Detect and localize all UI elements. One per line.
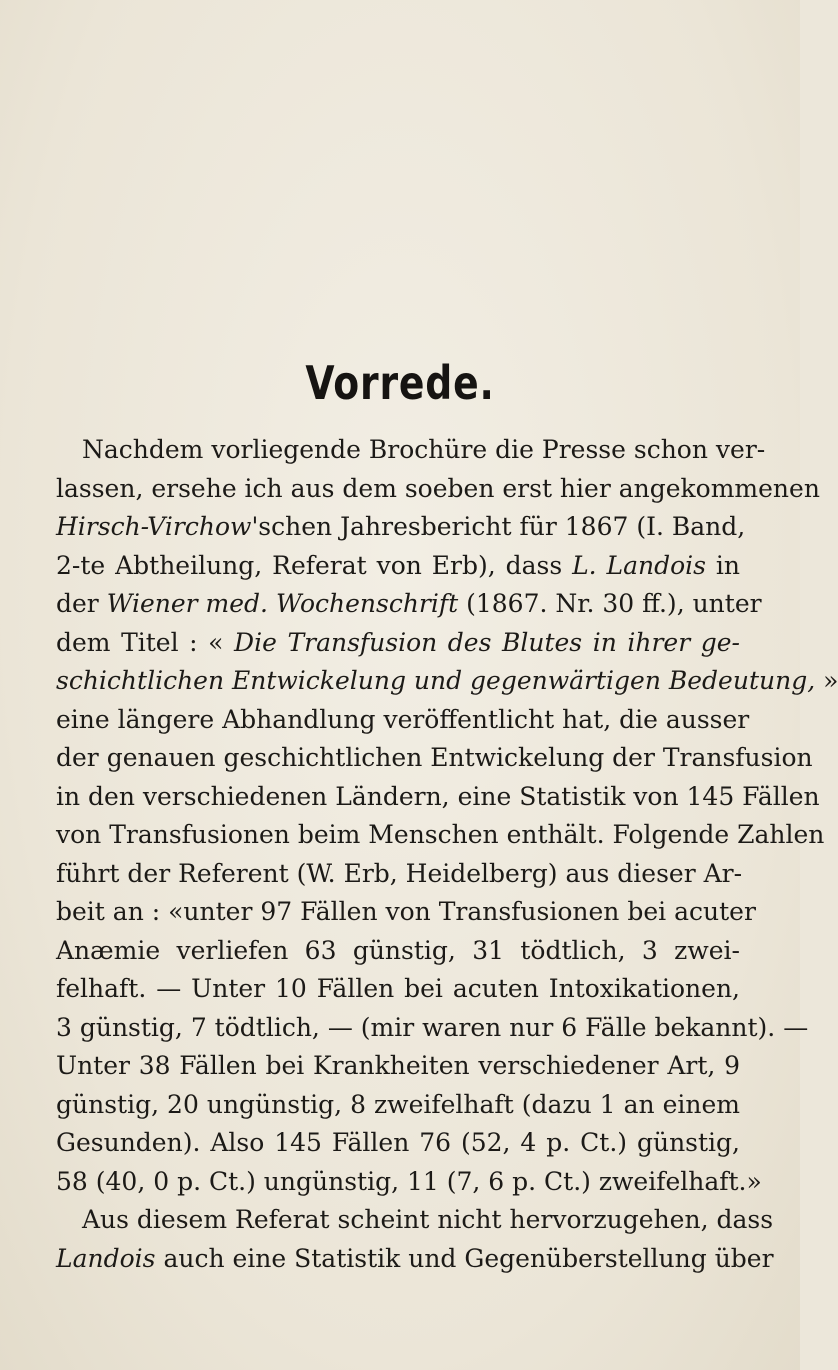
italic-name: L. Landois	[572, 550, 706, 580]
text-line: Hirsch-Virchow'schen Jahresbericht für 1867 (I. Band,	[56, 512, 746, 541]
text-line: dem Titel : « Die Transfusion des Blutes in ihrer ge-	[56, 627, 740, 657]
text-line: eine längere Abhandlung veröffentlicht hat, die ausser	[56, 704, 750, 734]
text-line: schichtlichen Entwickelung und gegenwärtigen Bedeutung, »	[56, 666, 838, 695]
text-line: 2-te Abtheilung, Referat von Erb), dass L. Landois in	[56, 550, 740, 580]
text-line: 58 (40, 0 p. Ct.) ungünstig, 11 (7, 6 p. Ct.) zweifelhaft.»	[56, 1166, 762, 1196]
text-line: Aus diesem Referat scheint nicht hervorzugehen, dass	[82, 1205, 774, 1234]
text-line: beit an : «unter 97 Fällen von Transfusionen bei acuter	[56, 897, 756, 926]
italic-title: Die Transfusion des Blutes in ihrer ge-	[234, 627, 740, 657]
text-line: in den verschiedenen Ländern, eine Statistik von 145 Fällen	[56, 781, 820, 811]
italic-title: schichtlichen Entwickelung und gegenwärtigen Bedeutung,	[56, 666, 816, 695]
italic-name: Hirsch-Virchow	[56, 512, 252, 541]
italic-name: Landois	[56, 1243, 156, 1273]
preface-text	[56, 431, 838, 1278]
text-line: Gesunden). Also 145 Fällen 76 (52, 4 p. Ct.) günstig,	[56, 1128, 740, 1157]
text-line: Nachdem vorliegende Brochüre die Presse schon ver-	[82, 435, 766, 464]
italic-journal: Wiener med. Wochenschrift	[106, 589, 459, 618]
text-line: felhaft. — Unter 10 Fällen bei acuten Intoxikationen,	[56, 974, 740, 1003]
text-line: der Wiener med. Wochenschrift (1867. Nr. 30 ff.), unter	[56, 589, 762, 618]
text-line: Landois auch eine Statistik und Gegenüberstellung über	[56, 1243, 774, 1273]
text-line: der genauen geschichtlichen Entwickelung der Transfusion	[56, 743, 813, 772]
text-line: Unter 38 Fällen bei Krankheiten verschiedener Art, 9	[56, 1051, 740, 1080]
text-line: Anæmie verliefen 63 günstig, 31 tödtlich, 3 zwei-	[56, 935, 740, 965]
page-heading: Vorrede.	[305, 356, 495, 410]
text-line: günstig, 20 ungünstig, 8 zweifelhaft (dazu 1 an einem	[56, 1089, 740, 1119]
text-line: führt der Referent (W. Erb, Heidelberg) aus dieser Ar-	[56, 858, 743, 888]
text-line: lassen, ersehe ich aus dem soeben erst hier angekommenen	[56, 473, 820, 503]
text-line: von Transfusionen beim Menschen enthält. Folgende Zahlen	[56, 820, 825, 849]
text-line: 3 günstig, 7 tödtlich, — (mir waren nur 6 Fälle bekannt). —	[56, 1012, 809, 1042]
